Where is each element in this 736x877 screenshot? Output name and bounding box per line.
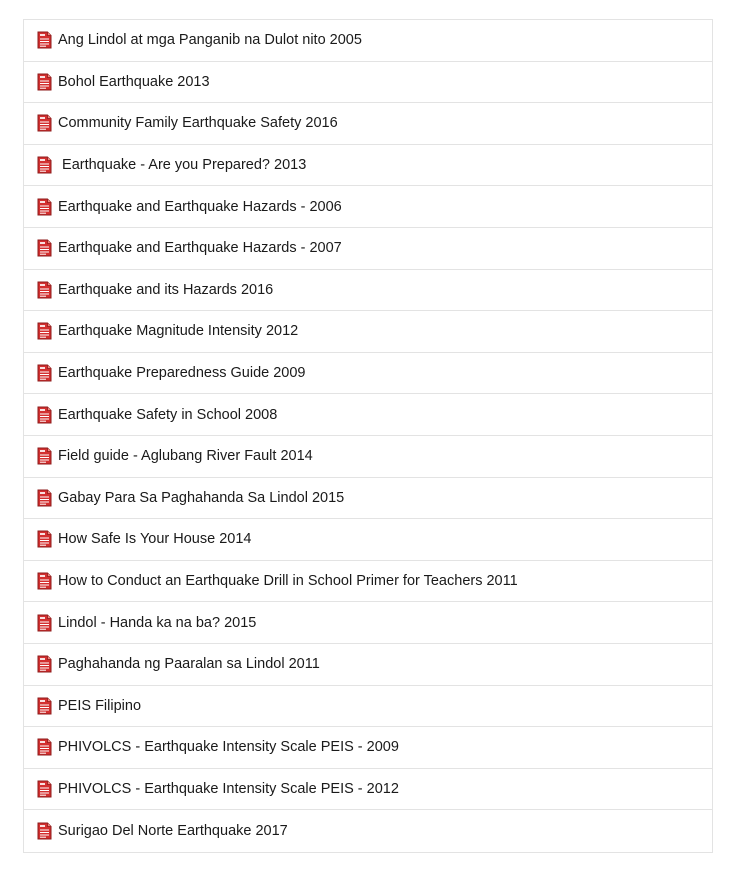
document-link-label[interactable]: How Safe Is Your House 2014 — [58, 531, 252, 548]
document-link[interactable] — [24, 145, 712, 187]
document-link-label[interactable]: Earthquake Preparedness Guide 2009 — [58, 365, 306, 382]
document-link[interactable] — [24, 62, 712, 104]
document-link[interactable] — [24, 270, 712, 312]
document-link-label[interactable]: Earthquake and Earthquake Hazards - 2007 — [58, 240, 342, 257]
document-link-label[interactable]: How to Conduct an Earthquake Drill in School Primer for Teachers 2011 — [58, 573, 518, 590]
document-link-label[interactable]: PHIVOLCS - Earthquake Intensity Scale PEIS - 2012 — [58, 780, 399, 797]
pdf-file-icon — [37, 114, 58, 132]
pdf-file-icon — [37, 447, 58, 465]
document-link[interactable] — [24, 644, 712, 686]
document-link[interactable] — [24, 519, 712, 561]
pdf-file-icon — [37, 198, 58, 216]
pdf-file-icon — [37, 530, 58, 548]
pdf-file-icon — [37, 572, 58, 590]
pdf-file-icon — [37, 73, 58, 91]
document-link[interactable] — [24, 353, 712, 395]
document-link-label[interactable]: PEIS Filipino — [58, 697, 142, 714]
pdf-file-icon — [37, 322, 58, 340]
document-link-label[interactable]: Ang Lindol at mga Panganib na Dulot nito 2005 — [58, 32, 362, 49]
document-link[interactable] — [24, 561, 712, 603]
document-link[interactable] — [24, 228, 712, 270]
document-link[interactable] — [24, 186, 712, 228]
pdf-file-icon — [37, 489, 58, 507]
pdf-file-icon — [37, 655, 58, 673]
pdf-file-icon — [37, 822, 58, 840]
document-link[interactable] — [24, 602, 712, 644]
document-link[interactable] — [24, 686, 712, 728]
document-link-label[interactable]: Earthquake Magnitude Intensity 2012 — [58, 323, 299, 340]
pdf-file-icon — [37, 281, 58, 299]
pdf-file-icon — [37, 780, 58, 798]
document-link-label[interactable]: Community Family Earthquake Safety 2016 — [58, 115, 338, 132]
pdf-file-icon — [37, 239, 58, 257]
pdf-file-icon — [37, 738, 58, 756]
document-link-label[interactable]: Earthquake - Are you Prepared? 2013 — [58, 157, 307, 174]
document-link-label[interactable]: Paghahanda ng Paaralan sa Lindol 2011 — [58, 656, 320, 673]
document-link-label[interactable]: Earthquake Safety in School 2008 — [58, 406, 278, 423]
document-link-label[interactable]: Field guide - Aglubang River Fault 2014 — [58, 448, 313, 465]
document-link[interactable] — [24, 103, 712, 145]
document-link-label[interactable]: PHIVOLCS - Earthquake Intensity Scale PEIS - 2009 — [58, 739, 399, 756]
document-link-label[interactable]: Lindol - Handa ka na ba? 2015 — [58, 614, 257, 631]
pdf-file-icon — [37, 31, 58, 49]
pdf-file-icon — [37, 697, 58, 715]
document-link[interactable] — [24, 20, 712, 62]
document-link[interactable] — [24, 727, 712, 769]
document-link[interactable] — [24, 394, 712, 436]
document-link-label[interactable]: Surigao Del Norte Earthquake 2017 — [58, 823, 288, 840]
document-link-label[interactable]: Gabay Para Sa Paghahanda Sa Lindol 2015 — [58, 489, 345, 506]
document-link-label[interactable]: Earthquake and its Hazards 2016 — [58, 281, 274, 298]
pdf-file-icon — [37, 364, 58, 382]
document-link[interactable] — [24, 311, 712, 353]
document-list — [23, 19, 713, 853]
document-link[interactable] — [24, 436, 712, 478]
document-link-label[interactable]: Bohol Earthquake 2013 — [58, 73, 210, 90]
pdf-file-icon — [37, 406, 58, 424]
pdf-file-icon — [37, 156, 58, 174]
document-link[interactable] — [24, 478, 712, 520]
document-link[interactable] — [24, 769, 712, 811]
document-link-label[interactable]: Earthquake and Earthquake Hazards - 2006 — [58, 198, 342, 215]
pdf-file-icon — [37, 614, 58, 632]
document-link[interactable] — [24, 810, 712, 852]
